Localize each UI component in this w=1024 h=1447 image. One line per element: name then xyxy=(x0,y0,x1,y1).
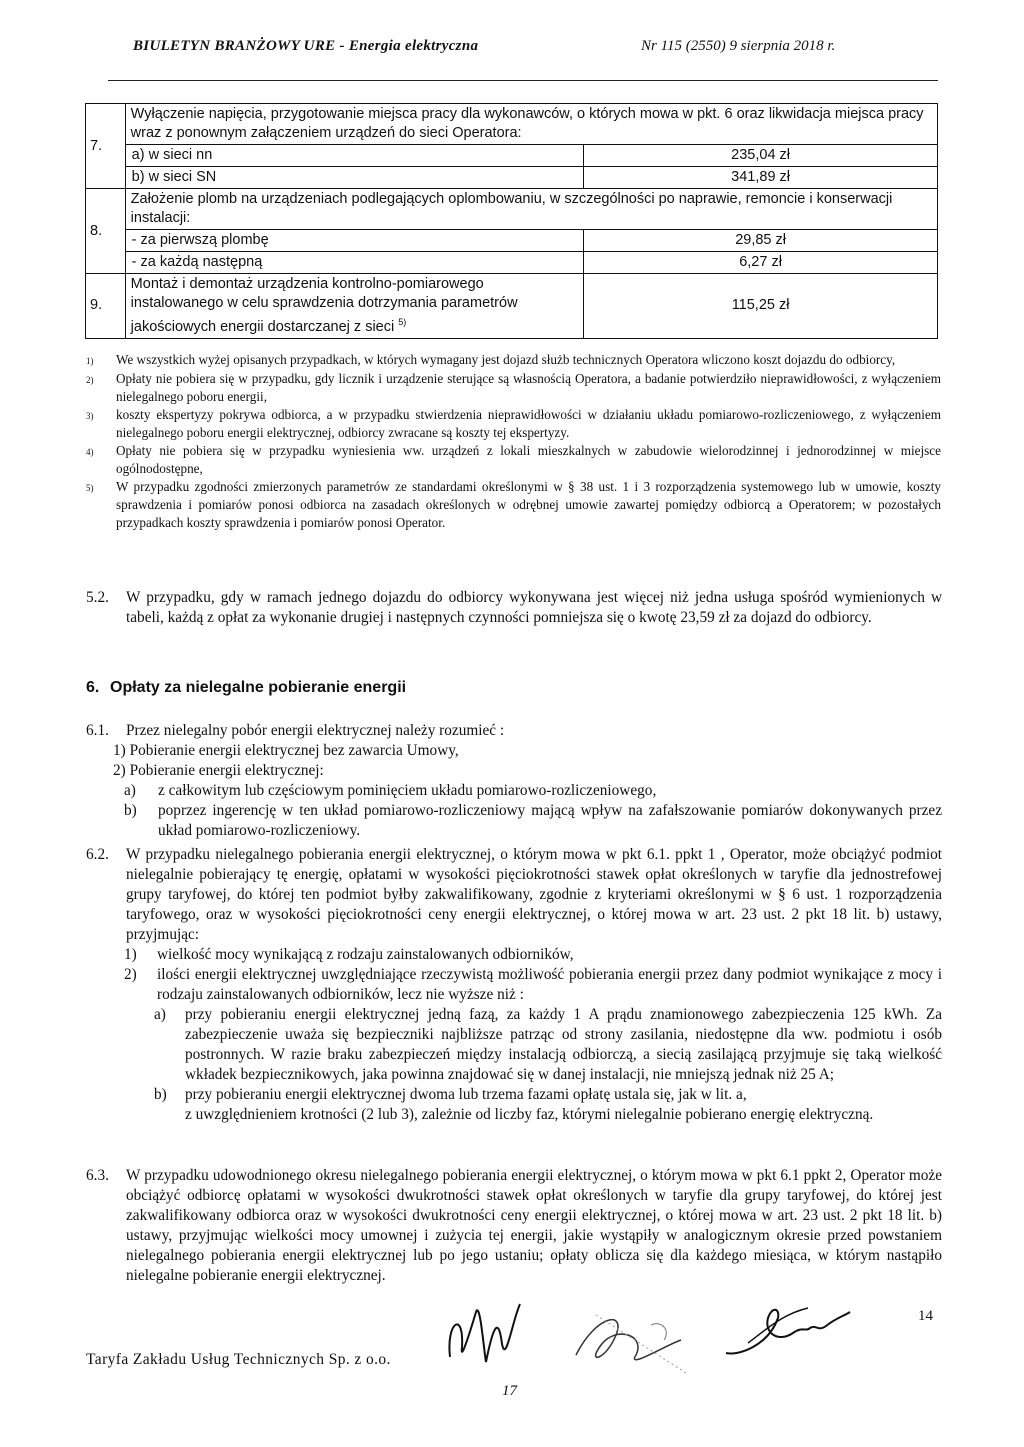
footer-sheet-number: 14 xyxy=(918,1308,933,1324)
list-text: wielkość mocy wynikającą z rodzaju zainstalowanych odbiorników, xyxy=(157,946,574,963)
footnote-mark: 3) xyxy=(86,411,94,421)
list-mark: b) xyxy=(154,1086,167,1103)
list-text: poprzez ingerencję w ten układ pomiarowo-rozliczeniowy mającą wpływ na zafałszowanie pomiarów dokonywanych przez układ pomiarowo-rozliczeniowy. xyxy=(158,802,942,839)
paragraph-number: 6.3. xyxy=(86,1167,109,1184)
paragraph-text: W przypadku udowodnionego okresu nielegalnego pobierania energii elektrycznej, o którym mowa w pkt 6.1 ppkt 2, Operator może obciążyć odbiorcę opłatami w wysokości dwukrotności stawek opłat określonych w taryfie dla grupy taryfowej, do której jest zakwalifikowany odbiorca oraz w wysokości dwukrotności ceny energii elektrycznej, o której mowa w art. 23 ust. 2 pkt 18 lit. b) ustawy, przyjmując wielkości mocy umownej i zużycia tej energii, jakie wystąpiły w analogicznym okresie przed powstaniem nielegalnego pobierania energii elektrycznej lub po jego ustaniu; opłaty oblicza się dla każdego miesiąca, w którym nastąpiło nielegalne pobieranie energii elektrycznej. xyxy=(126,1167,942,1284)
section-number: 6. xyxy=(86,679,100,696)
footnote-text: We wszystkich wyżej opisanych przypadkach, w których wymagany jest dojazd służb technicznych Operatora wliczono koszt dojazdu do odbiorcy, xyxy=(116,352,896,367)
paragraph-text: W przypadku, gdy w ramach jednego dojazdu do odbiorcy wykonywana jest więcej niż jedna usługa spośród wymienionych w tabeli, każdą z opłat za wykonanie drugiej i następnych czynności pomniejsza się o kwotę 23,59 zł za dojazd do odbiorcy. xyxy=(126,589,942,626)
footnote-text: W przypadku zgodności zmierzonych parametrów ze standardami określonymi w § 38 ust. 1 i 3 rozporządzenia systemowego lub w umowie, koszty sprawdzenia i pomiarów ponosi odbiorca na zasadach określonych w odrębnej umowie zawartej pomiędzy odbiorcą a Operatorem; w pozostałych przypadkach koszty sprawdzenia i pomiarów ponosi Operator. xyxy=(116,479,941,530)
paragraph-number: 6.2. xyxy=(86,846,109,863)
footer-company: Taryfa Zakładu Usług Technicznych Sp. z o.o. xyxy=(86,1351,391,1368)
footnote xyxy=(86,351,941,370)
row-sub-value: 235,04 zł xyxy=(584,145,938,167)
paragraph-6-3 xyxy=(86,1166,942,1286)
row-sub-label: - za każdą następną xyxy=(125,252,584,274)
list-item: 1) Pobieranie energii elektrycznej bez zawarcia Umowy, xyxy=(113,742,459,759)
paragraph-number: 5.2. xyxy=(86,589,109,606)
table-row xyxy=(86,104,938,145)
list-text: przy pobieraniu energii elektrycznej jedną fazą, za każdy 1 A prądu znamionowego zabezpieczenia 125 kWh. Za zabezpieczenie uważa się bezpieczniki najbliższe patrząc od strony zasilania, niedostępne dla ww. podmiotu i osób postronnych. W razie braku zabezpieczeń między instalacją odbiorczą, a siecią zasilającą przyjmuje się taką wielkość wkładek bezpiecznikowych, jaka powinna znajdować się w danej instalacji, nie mniejszą jednak niż 25 A; xyxy=(185,1006,942,1083)
header-divider xyxy=(108,80,938,81)
table-row xyxy=(86,252,938,274)
row-sub-label: b) w sieci SN xyxy=(125,167,584,189)
page-number: 17 xyxy=(502,1383,517,1399)
list-continuation: z uwzględnieniem krotności (2 lub 3), zależnie od liczby faz, którymi nielegalnie pobierano energię elektryczną. xyxy=(185,1106,874,1123)
paragraph-6-1 xyxy=(86,721,942,841)
footnotes xyxy=(86,351,941,532)
list-text: z całkowitym lub częściowym pominięciem układu pomiarowo-rozliczeniowego, xyxy=(158,782,657,799)
row-description: Wyłączenie napięcia, przygotowanie miejsca pracy dla wykonawców, o których mowa w pkt. 6 oraz likwidacja miejsca pracy wraz z ponownym załączeniem urządzeń do sieci Operatora: xyxy=(125,104,937,145)
list-text: ilości energii elektrycznej uwzględniające rzeczywistą możliwość pobierania energii przez dany podmiot wynikające z mocy i rodzaju zainstalowanych odbiorników, lecz nie wyższe niż : xyxy=(157,966,942,1003)
footnote xyxy=(86,406,941,442)
row-number: 7. xyxy=(86,104,126,189)
section-title: Opłaty za nielegalne pobieranie energii xyxy=(110,679,407,696)
row-number: 8. xyxy=(86,189,126,274)
footnote-mark: 2) xyxy=(86,375,94,385)
list-item: 2) Pobieranie energii elektrycznej: xyxy=(113,762,324,779)
row-sub-value: 29,85 zł xyxy=(584,230,938,252)
footnote-text: koszty ekspertyzy pokrywa odbiorca, a w przypadku stwierdzenia nieprawidłowości w działaniu układu pomiarowo-rozliczeniowego, z wyłączeniem nielegalnego poboru energii elektrycznej, odbiorcy zwracane są koszty tej ekspertyzy. xyxy=(116,407,941,440)
list-mark: 1) xyxy=(124,946,137,963)
row-description xyxy=(125,274,584,339)
row-sub-value: 6,27 zł xyxy=(584,252,938,274)
row-description-text: Montaż i demontaż urządzenia kontrolno-pomiarowego instalowanego w celu sprawdzenia dotrzymania parametrów jakościowych energii dostarczanej z sieci xyxy=(130,276,518,335)
footnote xyxy=(86,442,941,478)
footnote-ref: 5) xyxy=(398,317,407,327)
paragraph-6-2 xyxy=(86,845,942,1125)
list-mark: a) xyxy=(124,782,136,799)
paragraph-text: Przez nielegalny pobór energii elektrycznej należy rozumieć : xyxy=(126,722,505,739)
row-number: 9. xyxy=(86,274,126,339)
footnote xyxy=(86,478,941,532)
list-mark: b) xyxy=(124,802,137,819)
signature-2-icon xyxy=(556,1295,716,1385)
table-row xyxy=(86,145,938,167)
footnote-text: Opłaty nie pobiera się w przypadku wyniesienia ww. urządzeń z lokali mieszkalnych w zabudowie wielorodzinnej i jednorodzinnej w miejsce ogólnodostępne, xyxy=(116,443,941,476)
list-mark: a) xyxy=(154,1006,166,1023)
list-mark: 2) xyxy=(124,966,137,983)
table-row xyxy=(86,189,938,230)
signature-1-icon xyxy=(440,1292,540,1372)
row-sub-label: a) w sieci nn xyxy=(125,145,584,167)
footnote-text: Opłaty nie pobiera się w przypadku, gdy licznik i urządzenie sterujące są własnością Operatora, a badanie potwierdziło nieprawidłowości, z wyłączeniem nielegalnego poboru energii, xyxy=(116,371,941,404)
list-text: przy pobieraniu energii elektrycznej dwoma lub trzema fazami opłatę ustala się, jak w lit. a, xyxy=(185,1086,747,1103)
section-6-heading xyxy=(86,678,942,698)
footnote xyxy=(86,370,941,406)
table-row xyxy=(86,274,938,339)
table-row xyxy=(86,230,938,252)
bulletin-title: BIULETYN BRANŻOWY URE - Energia elektryczna xyxy=(133,38,479,54)
footnote-mark: 5) xyxy=(86,483,94,493)
signature-3-icon xyxy=(718,1298,868,1363)
row-sub-label: - za pierwszą plombę xyxy=(125,230,584,252)
paragraph-number: 6.1. xyxy=(86,722,109,739)
paragraph-text: W przypadku nielegalnego pobierania energii elektrycznej, o którym mowa w pkt 6.1. ppkt 1 , Operator, może obciążyć podmiot nielegalnie pobierający tę energię, opłatami w wysokości pięciokrotności stawek opłat określonych w taryfie dla jednostrefowej grupy taryfowej, do której ten podmiot byłby zakwalifikowany, zgodnie z kryteriami określonymi w § 6 ust. 1 rozporządzenia taryfowego, oraz w wysokości pięciokrotności ceny energii elektrycznej, o której mowa w art. 23 ust. 2 pkt 18 lit. b) ustawy, przyjmując: xyxy=(126,846,942,943)
table-row xyxy=(86,167,938,189)
paragraph-5-2 xyxy=(86,588,942,628)
row-sub-value: 341,89 zł xyxy=(584,167,938,189)
fees-table xyxy=(85,103,938,339)
row-description: Założenie plomb na urządzeniach podlegających oplombowaniu, w szczególności po naprawie, remoncie i konserwacji instalacji: xyxy=(125,189,937,230)
footnote-mark: 4) xyxy=(86,447,94,457)
row-value: 115,25 zł xyxy=(584,274,938,339)
bulletin-issue: Nr 115 (2550) 9 sierpnia 2018 r. xyxy=(641,38,836,54)
footnote-mark: 1) xyxy=(86,356,94,366)
